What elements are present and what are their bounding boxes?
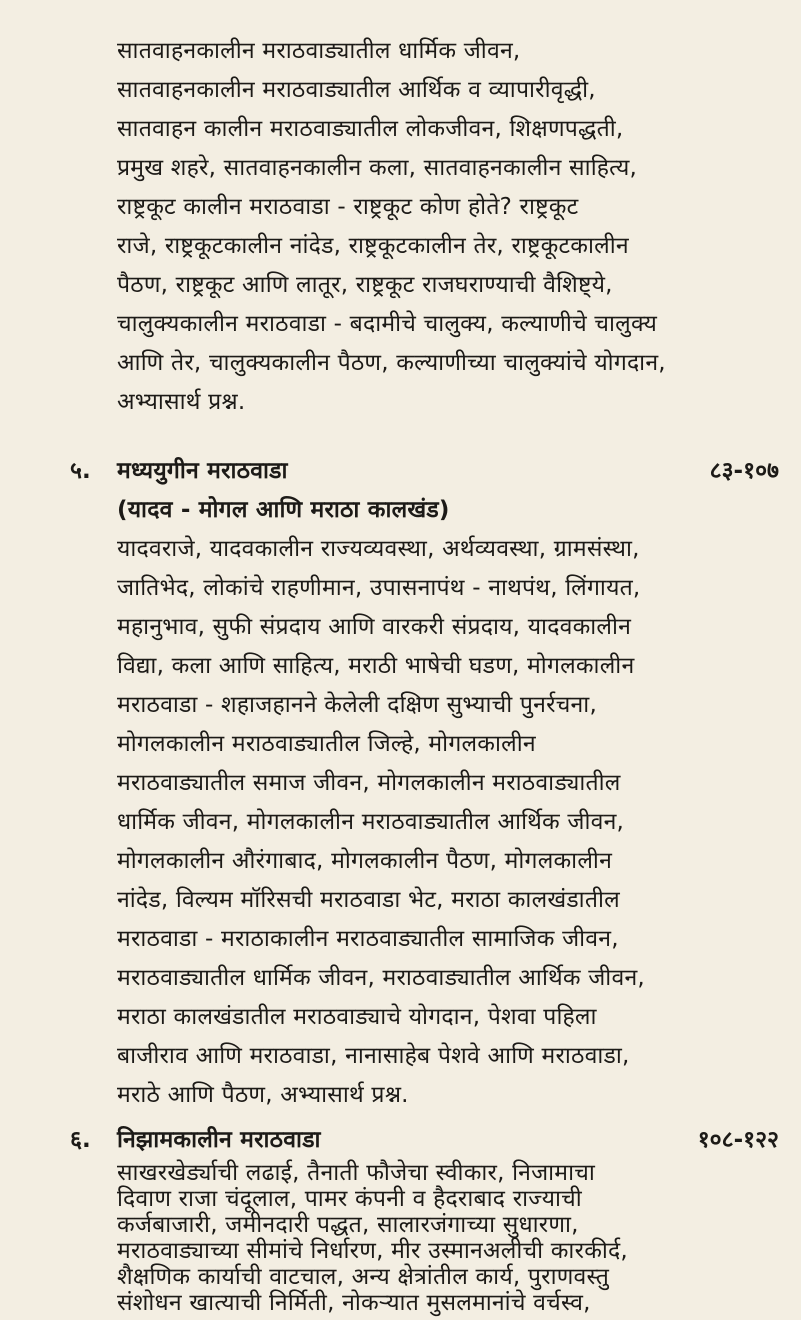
text-line: मोगलकालीन मराठवाड्यातील जिल्हे, मोगलकालीन	[117, 731, 536, 757]
text-line: मराठा कालखंडातील मराठवाड्याचे योगदान, पेशवा पहिला	[117, 1004, 597, 1030]
text-line: आणि तेर, चालुक्यकालीन पैठण, कल्याणीच्या चालुक्यांचे योगदान,	[117, 350, 666, 376]
text-line: मराठवाड्याच्या सीमांचे निर्धारण, मीर उस्मानअलीची कारकीर्द,	[117, 1238, 628, 1264]
text-line: बाजीराव आणि मराठवाडा, नानासाहेब पेशवे आणि मराठवाडा,	[117, 1043, 630, 1069]
text-line: मराठवाडा - मराठाकालीन मराठवाड्यातील सामाजिक जीवन,	[117, 926, 619, 952]
section-title: मध्ययुगीन मराठवाडा	[117, 458, 288, 484]
text-line: जातिभेद, लोकांचे राहणीमान, उपासनापंथ - नाथपंथ, लिंगायत,	[117, 575, 641, 601]
text-line: मराठवाडा - शहाजहानने केलेली दक्षिण सुभ्याची पुनर्रचना,	[117, 692, 597, 718]
text-line: साखरखेर्ड्याची लढाई, तैनाती फौजेचा स्वीकार, निजामाचा	[117, 1160, 595, 1186]
text-line: सातवाहन कालीन मराठवाड्यातील लोकजीवन, शिक्षणपद्धती,	[117, 116, 624, 142]
text-line: मराठवाड्यातील धार्मिक जीवन, मराठवाड्यातील आर्थिक जीवन,	[117, 965, 645, 991]
text-line: अभ्यासार्थ प्रश्न.	[117, 389, 246, 415]
page-range: ८३-१०७	[709, 458, 779, 484]
text-line: धार्मिक जीवन, मोगलकालीन मराठवाड्यातील आर्थिक जीवन,	[117, 809, 625, 835]
text-line: नांदेड, विल्यम मॉरिसची मराठवाडा भेट, मराठा कालखंडातील	[117, 887, 620, 913]
text-line: दिवाण राजा चंदूलाल, पामर कंपनी व हैदराबाद राज्याची	[117, 1186, 582, 1212]
text-line: चालुक्यकालीन मराठवाडा - बदामीचे चालुक्य, कल्याणीचे चालुक्य	[117, 311, 657, 337]
text-line: सातवाहनकालीन मराठवाड्यातील आर्थिक व व्यापारीवृद्धी,	[117, 77, 596, 103]
text-line: राष्ट्रकूट कालीन मराठवाडा - राष्ट्रकूट कोण होते? राष्ट्रकूट	[117, 194, 579, 220]
section-title: निझामकालीन मराठवाडा	[117, 1127, 321, 1153]
section-subtitle: (यादव - मोगल आणि मराठा कालखंड)	[117, 497, 450, 523]
text-line: मोगलकालीन औरंगाबाद, मोगलकालीन पैठण, मोगलकालीन	[117, 848, 613, 874]
section-number: ६.	[70, 1127, 91, 1153]
page-range: १०८-१२२	[697, 1127, 779, 1153]
text-line: राजे, राष्ट्रकूटकालीन नांदेड, राष्ट्रकूटकालीन तेर, राष्ट्रकूटकालीन	[117, 233, 629, 259]
text-line: शैक्षणिक कार्याची वाटचाल, अन्य क्षेत्रांतील कार्य, पुराणवस्तु	[117, 1264, 610, 1290]
section-number: ५.	[70, 458, 91, 484]
text-line: कर्जबाजारी, जमीनदारी पद्धत, सालारजंगाच्या सुधारणा,	[117, 1212, 579, 1238]
text-line: संशोधन खात्याची निर्मिती, नोकऱ्यात मुसलमानांचे वर्चस्व,	[117, 1290, 591, 1316]
text-line: मराठे आणि पैठण, अभ्यासार्थ प्रश्न.	[117, 1082, 409, 1108]
text-line: प्रमुख शहरे, सातवाहनकालीन कला, सातवाहनकालीन साहित्य,	[117, 155, 638, 181]
text-line: मराठवाड्यातील समाज जीवन, मोगलकालीन मराठवाड्यातील	[117, 770, 621, 796]
text-line: पैठण, राष्ट्रकूट आणि लातूर, राष्ट्रकूट राजघराण्याची वैशिष्ट्ये,	[117, 272, 613, 298]
text-line: महानुभाव, सुफी संप्रदाय आणि वारकरी संप्रदाय, यादवकालीन	[117, 614, 632, 640]
text-line: सातवाहनकालीन मराठवाड्यातील धार्मिक जीवन,	[117, 38, 521, 64]
text-line: विद्या, कला आणि साहित्य, मराठी भाषेची घडण, मोगलकालीन	[117, 653, 635, 679]
text-line: यादवराजे, यादवकालीन राज्यव्यवस्था, अर्थव्यवस्था, ग्रामसंस्था,	[117, 536, 640, 562]
